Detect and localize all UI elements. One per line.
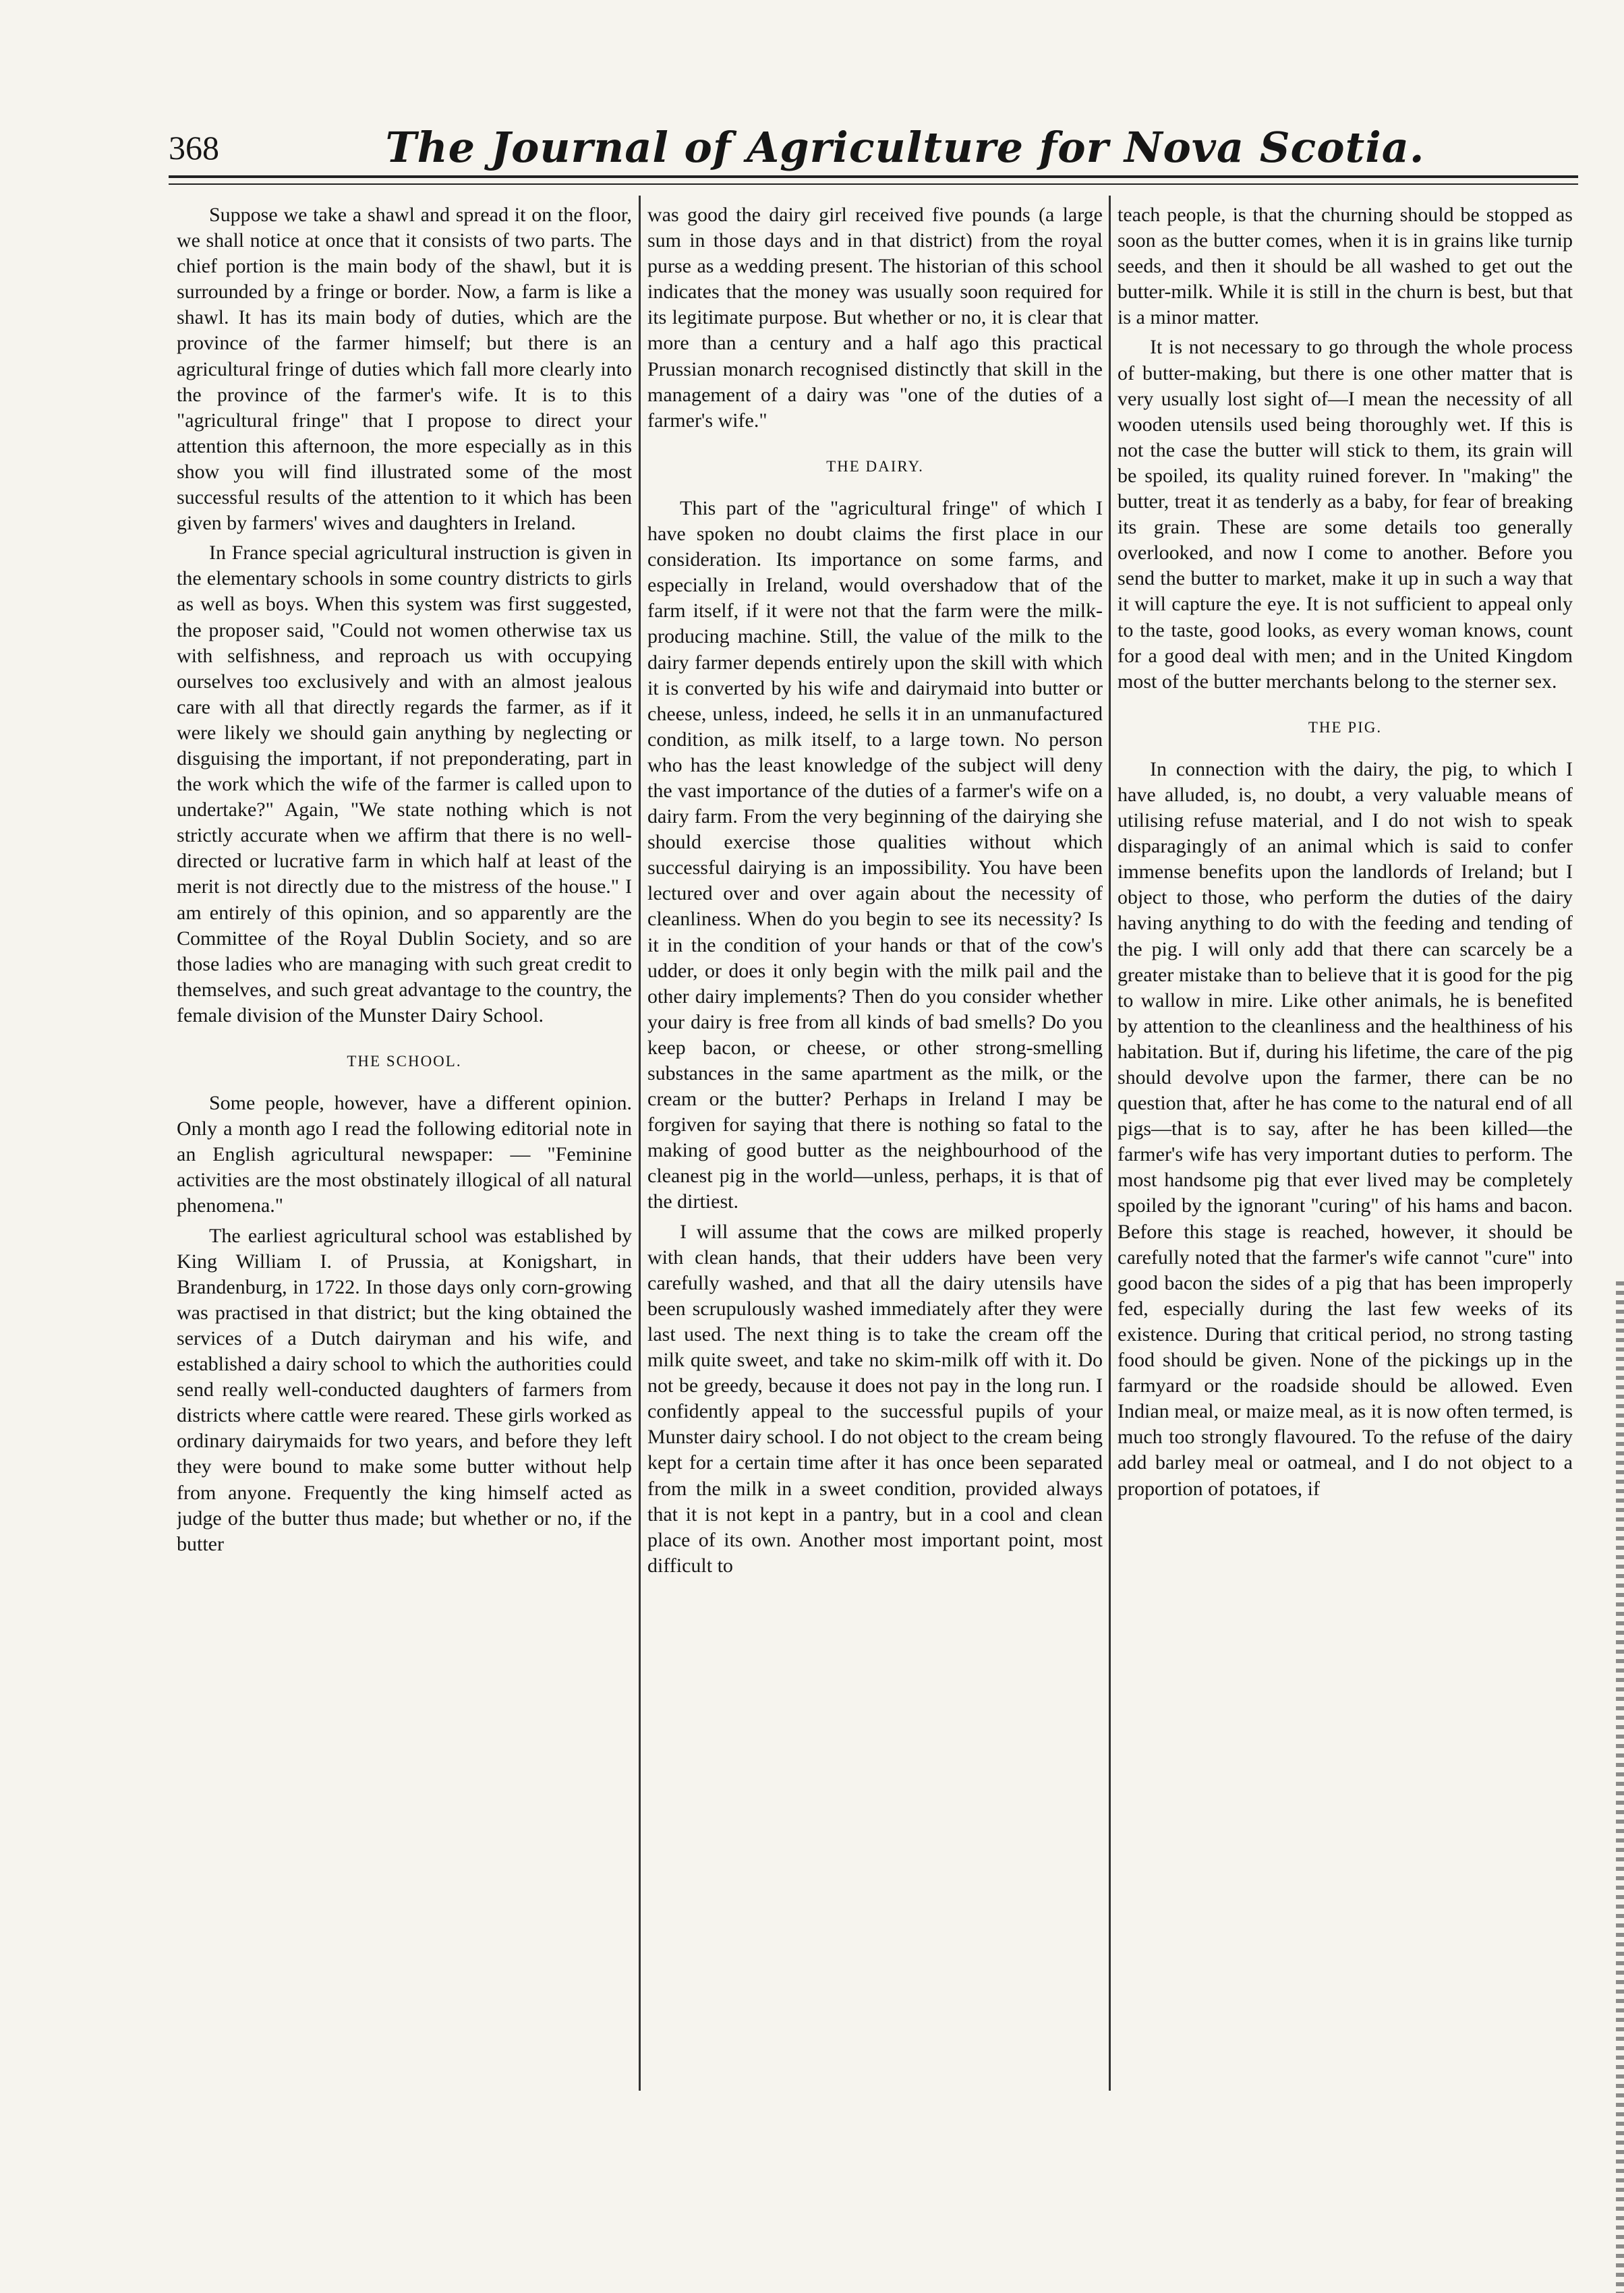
paragraph: Some people, however, have a different opinion. Only a month ago I read the following editorial note in an English agricultural newspaper: — "Feminine activities are the most obstinately illogical of all natural phenomena." — [177, 1092, 632, 1217]
column-divider — [639, 196, 641, 2091]
text-column-1 — [177, 202, 632, 2124]
text-column-2 — [647, 202, 1103, 2124]
paragraph: In connection with the dairy, the pig, to which I have alluded, is, no doubt, a very valuable means of utilising refuse material, and I do not wish to speak disparagingly of an animal which is said to confer immense benefits upon the landlords of Ireland; but I object to those, who perform the duties of the dairy having anything to do with the feeding and tending of the pig. I will only add that there can scarcely be a greater mistake than to believe that it is good for the pig to wallow in mire. Like other animals, he is benefited by attention to the cleanliness and the healthiness of his habitation. But if, during his lifetime, the care of the pig should devolve upon the farmer, there can be no question that, after he has come to the natural end of all pigs—that is to say, after he has been killed—the farmer's wife has very important duties to perform. The most handsome pig that ever lived may be completely spoiled by the ignorant "curing" of his hams and bacon. Before this stage is reached, however, it should be carefully noted that the farmer's wife cannot "cure" into good bacon the sides of a pig that has been improperly fed, especially during the last few weeks of its existence. During that critical period, no strong tasting food should be given. None of the pickings up in the farmyard or the roadside should be allowed. Even Indian meal, or maize meal, as it is now often termed, is much too strongly flavoured. To the refuse of the dairy add barley meal or oatmeal, and I do not object to a proportion of potatoes, if — [1118, 757, 1573, 1500]
section-heading: THE PIG. — [1308, 718, 1383, 736]
header-rule-thin — [169, 183, 1578, 185]
text-column-3 — [1118, 202, 1573, 2124]
journal-title: The Journal of Agriculture for Nova Scotia. — [385, 123, 1425, 172]
page-header — [156, 108, 1586, 182]
paragraph: I will assume that the cows are milked properly with clean hands, that their udders have been very carefully washed, and that all the dairy utensils have been scrupulously washed immediately after they were last used. The next thing is to take the cream off the milk quite sweet, and take no skim-milk off with it. Do not be greedy, because it does not pay in the long run. I confidently appeal to the successful pupils of your Munster dairy school. I do not object to the cream being kept for a certain time after it has once been separated from the milk in a sweet condition, provided always that it is not kept in a pantry, but in a cool and clean place of its own. Another most important point, most difficult to — [647, 1220, 1103, 1577]
header-rule — [169, 175, 1578, 178]
section-heading: THE SCHOOL. — [347, 1053, 462, 1070]
paragraph: This part of the "agricultural fringe" of which I have spoken no doubt claims the first place in our consideration. Its importance on some farms, and especially in Ireland, would overshadow that of the farm itself, if it were not that the farm were the milk-producing machine. Still, the value of the milk to the dairy farmer depends entirely upon the skill with which it is converted by his wife and dairymaid into butter or cheese, unless, indeed, he sells it in an unmanufactured condition, as milk itself, to a large town. No person who has the least knowledge of the subject will deny the vast importance of the duties of a farmer's wife on a dairy farm. From the very beginning of the dairying she should exercise those qualities without which successful dairying is an impossibility. You have been lectured over and over again about the necessity of cleanliness. When do you begin to see its necessity? Is it in the condition of your hands or that of the cow's udder, or does it only begin with the milk pail and the other dairy implements? Then do you consider whether your dairy is free from all kinds of bad smells? Do you keep bacon, or cheese, or other strong-smelling substances in the same apartment as the milk, or the cream or the butter? Perhaps in Ireland I may be forgiven for saying that there is nothing so fatal to the making of good butter as the neighbourhood of the cleanest pig in the world—unless, perhaps, it is that of the dirtiest. — [647, 496, 1103, 1213]
paragraph: In France special agricultural instruction is given in the elementary schools in some country districts to girls as well as boys. When this system was first suggested, the proposer said, "Could not women otherwise tax us with selfishness, and reproach us with occupying ourselves too exclusively and with an almost jealous care with all that directly regards the farmer, as if it were likely we should gain anything by neglecting or disguising the important, if not preponderating, part in the work which the wife of the farmer is called upon to undertake?" Again, "We state nothing which is not strictly accurate when we affirm that there is no well-directed or lucrative farm in which half at least of the merit is not directly due to the mistress of the house." I am entirely of this opinion, and so apparently are the Committee of the Royal Dublin Society, and so are those ladies who are managing with such great credit to themselves, and such great advantage to the country, the female division of the Munster Dairy School. — [177, 542, 632, 1026]
page-number: 368 — [169, 129, 219, 167]
section-heading: THE DAIRY. — [826, 457, 924, 475]
paragraph: teach people, is that the churning should be stopped as soon as the butter comes, when it is in grains like turnip seeds, and then it should be all washed to get out the butter-milk. While it is still in the churn is best, but that is a minor matter. — [1118, 204, 1573, 329]
column-divider — [1109, 196, 1111, 2091]
paragraph: It is not necessary to go through the whole process of butter-making, but there is one other matter that is very usually lost sight of—I mean the necessity of all wooden utensils used being thoroughly wet. If this is not the case the butter will stick to them, its grain will be spoiled, its quality ruined forever. In "making" the butter, treat it as tenderly as a baby, for fear of breaking its grain. These are some details too generally overlooked, and now I come to another. Before you send the butter to market, make it up in such a way that it will capture the eye. It is not sufficient to appeal only to the taste, good looks, as every woman knows, count for a good deal with men; and in the United Kingdom most of the butter merchants belong to the sterner sex. — [1118, 336, 1573, 693]
paragraph: Suppose we take a shawl and spread it on the floor, we shall notice at once that it consists of two parts. The chief portion is the main body of the shawl, but it is surrounded by a fringe or border. Now, a farm is like a shawl. It has its main body of duties, which are the province of the farmer himself; but there is an agricultural fringe of duties which fall more clearly into the province of the farmer's wife. It is to this "agricultural fringe" that I propose to direct your attention this afternoon, the more especially as in this show you will find illustrated some of the most successful results of the attention to it which has been given by farmers' wives and daughters in Ireland. — [177, 204, 632, 535]
paragraph: was good the dairy girl received five pounds (a large sum in those days and in that district) from the royal purse as a wedding present. The historian of this school indicates that the money was usually soon required for its legitimate purpose. But whether or no, it is clear that more than a century and a half ago this practical Prussian monarch recognised distinctly that skill in the management of a dairy was "one of the duties of a farmer's wife." — [647, 204, 1103, 432]
paragraph: The earliest agricultural school was established by King William I. of Prussia, at Konigshart, in Brandenburg, in 1722. In those days only corn-growing was practised in that district; but the king obtained the services of a Dutch dairyman and his wife, and established a dairy school to which the authorities could send really well-conducted daughters of farmers from districts where cattle were reared. These girls worked as ordinary dairymaids for two years, and before they left they were bound to make some butter without help from anyone. Frequently the king himself acted as judge of the butter thus made; but whether or no, if the butter — [177, 1224, 632, 1555]
page-edge-shadow — [1616, 1281, 1624, 2293]
